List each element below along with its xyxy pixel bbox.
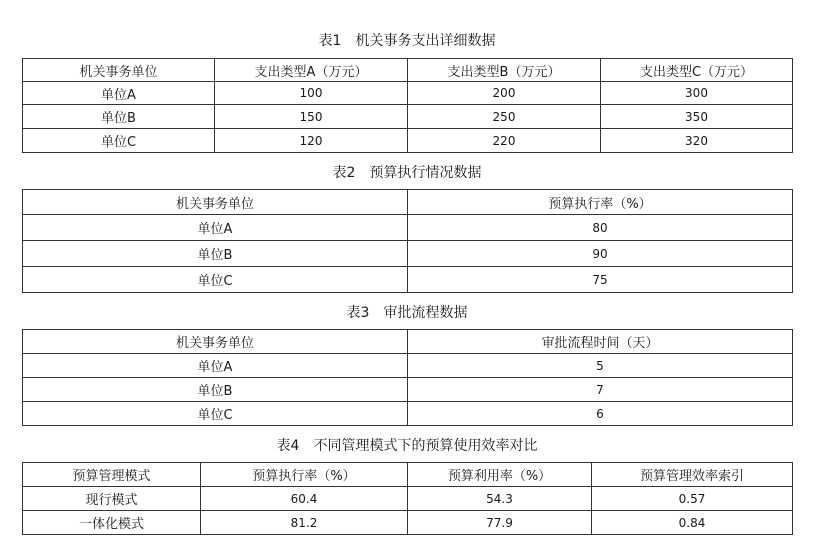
table1-cell-value: 350: [601, 105, 793, 129]
table3-header-unit: 机关事务单位: [23, 330, 408, 354]
table1-header-type-a: 支出类型A（万元）: [215, 59, 408, 82]
table4-header-row: [23, 463, 793, 487]
table4: [22, 462, 793, 535]
table-row: [23, 267, 793, 293]
table-row: [23, 378, 793, 402]
table1-caption: 表1 机关事务支出详细数据: [318, 33, 496, 49]
table4-cell-mode: 一体化模式: [23, 511, 201, 535]
table4-cell-value: 0.57: [592, 487, 793, 511]
table3-header-approval-time: 审批流程时间（天）: [408, 330, 793, 354]
table2-header-unit: 机关事务单位: [23, 190, 408, 215]
table4-cell-value: 81.2: [201, 511, 408, 535]
table-row: [23, 129, 793, 153]
table2-caption: 表2 预算执行情况数据: [332, 165, 482, 181]
table2-header-execution-rate: 预算执行率（%）: [408, 190, 793, 215]
table4-header-utilization-rate: 预算利用率（%）: [408, 463, 592, 487]
table4-header-mode: 预算管理模式: [23, 463, 201, 487]
table3-cell-unit: 单位B: [23, 378, 408, 402]
table3-caption: 表3 审批流程数据: [346, 305, 468, 321]
table3: [22, 329, 793, 426]
table1: [22, 58, 793, 153]
table-row: [23, 241, 793, 267]
table4-cell-value: 0.84: [592, 511, 793, 535]
table4-header-efficiency-index: 预算管理效率索引: [592, 463, 793, 487]
table4-header-execution-rate: 预算执行率（%）: [201, 463, 408, 487]
table1-header-row: [23, 59, 793, 82]
table2-cell-value: 90: [408, 241, 793, 267]
table1-cell-value: 200: [408, 82, 601, 105]
table2-cell-unit: 单位A: [23, 215, 408, 241]
table-row: [23, 354, 793, 378]
table1-cell-value: 250: [408, 105, 601, 129]
table1-cell-unit: 单位B: [23, 105, 215, 129]
table3-cell-unit: 单位C: [23, 402, 408, 426]
table3-cell-value: 7: [408, 378, 793, 402]
table1-header-type-b: 支出类型B（万元）: [408, 59, 601, 82]
table1-cell-value: 220: [408, 129, 601, 153]
table4-cell-value: 60.4: [201, 487, 408, 511]
table3-header-row: [23, 330, 793, 354]
table-row: [23, 105, 793, 129]
table1-cell-value: 150: [215, 105, 408, 129]
table-row: [23, 402, 793, 426]
table1-cell-value: 320: [601, 129, 793, 153]
table2-header-row: [23, 190, 793, 215]
table4-cell-value: 54.3: [408, 487, 592, 511]
table2-cell-unit: 单位B: [23, 241, 408, 267]
table-row: [23, 215, 793, 241]
table-row: [23, 511, 793, 535]
table2-cell-unit: 单位C: [23, 267, 408, 293]
table3-cell-value: 6: [408, 402, 793, 426]
table4-cell-mode: 现行模式: [23, 487, 201, 511]
table4-cell-value: 77.9: [408, 511, 592, 535]
table1-cell-value: 100: [215, 82, 408, 105]
table1-cell-value: 120: [215, 129, 408, 153]
table-row: [23, 487, 793, 511]
table2: [22, 189, 793, 293]
table1-cell-unit: 单位A: [23, 82, 215, 105]
table-row: [23, 82, 793, 105]
table1-cell-unit: 单位C: [23, 129, 215, 153]
table2-cell-value: 75: [408, 267, 793, 293]
table4-caption: 表4 不同管理模式下的预算使用效率对比: [276, 438, 538, 454]
table1-header-type-c: 支出类型C（万元）: [601, 59, 793, 82]
table1-cell-value: 300: [601, 82, 793, 105]
table1-header-unit: 机关事务单位: [23, 59, 215, 82]
table3-cell-value: 5: [408, 354, 793, 378]
table2-cell-value: 80: [408, 215, 793, 241]
table3-cell-unit: 单位A: [23, 354, 408, 378]
